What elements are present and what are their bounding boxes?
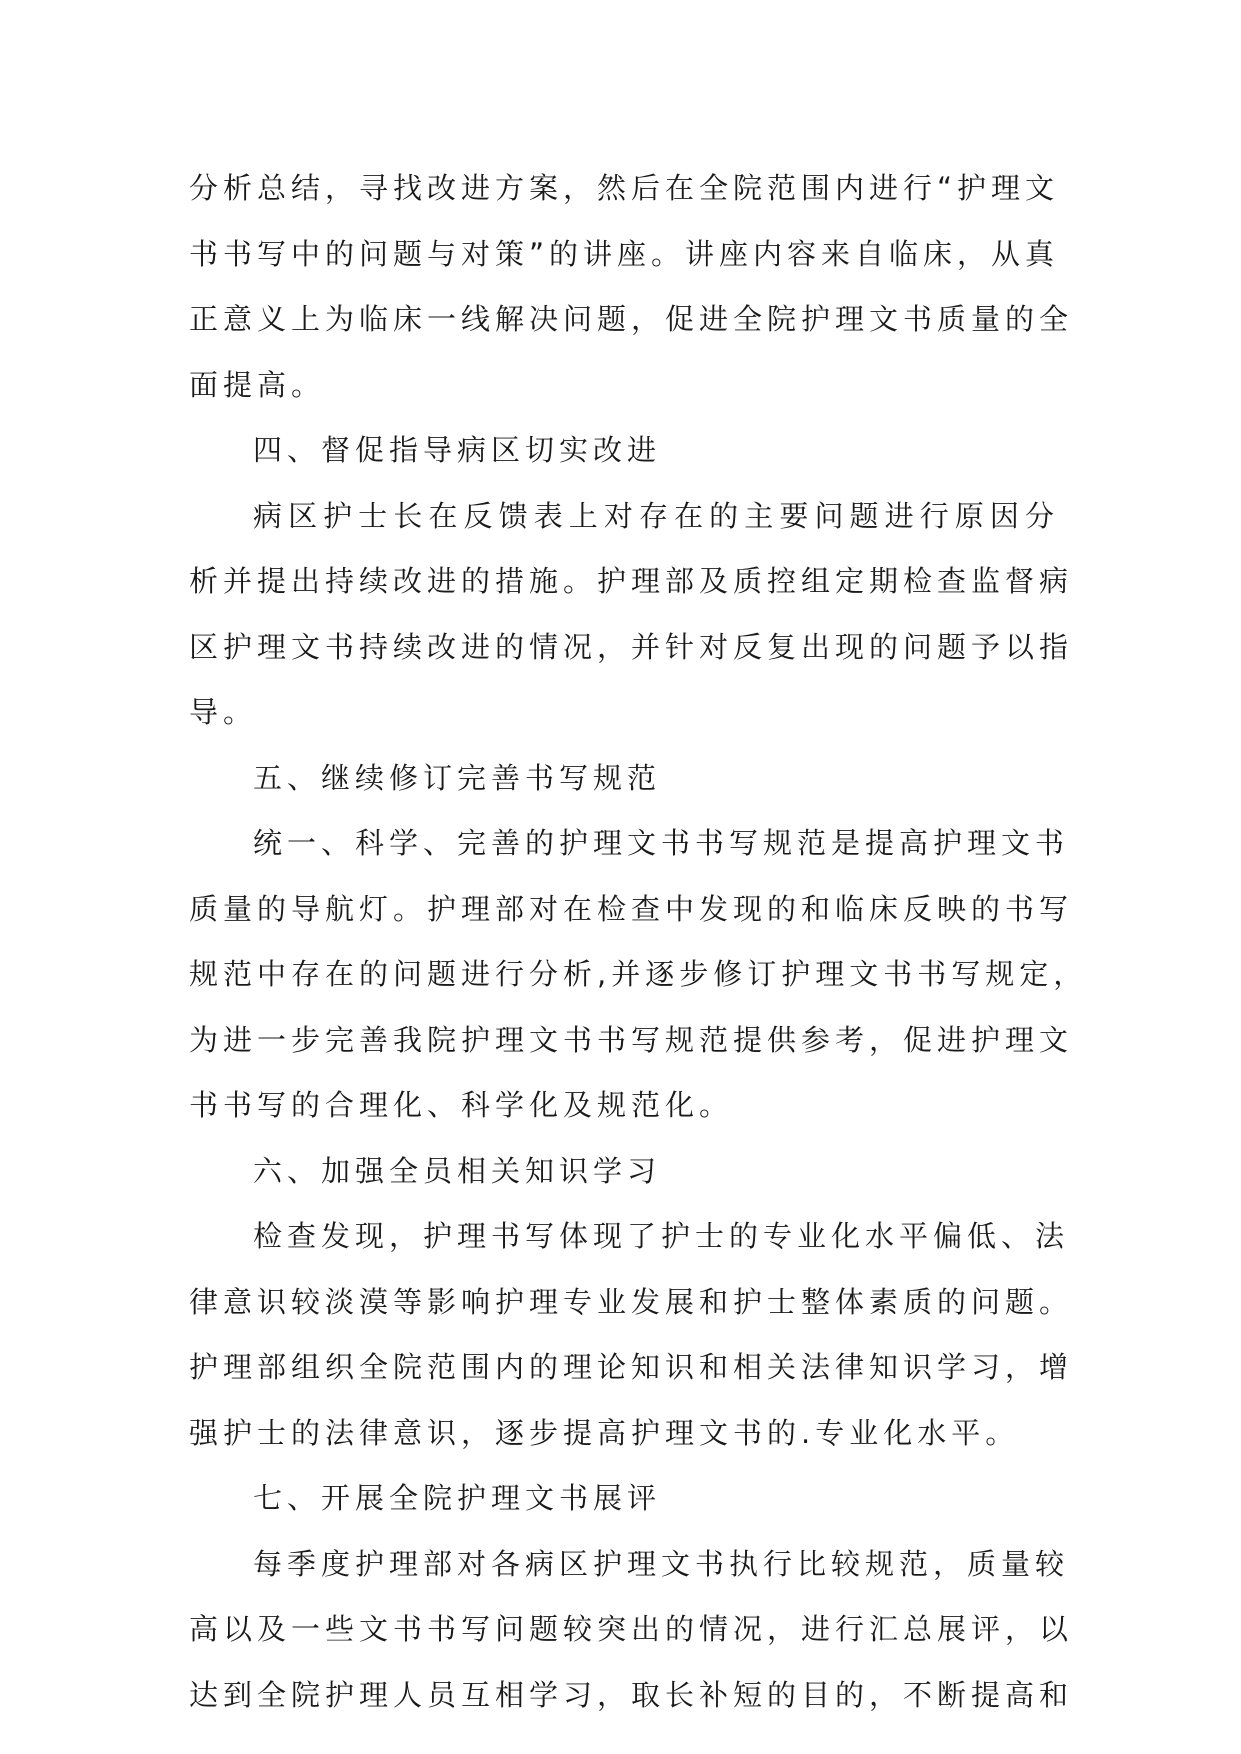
- paragraph-line: 质量的导航灯。护理部对在检查中发现的和临床反映的书写: [189, 891, 1074, 926]
- paragraph-line: 区护理文书持续改进的情况，并针对反复出现的问题予以指: [189, 629, 1074, 664]
- section-heading: 六、加强全员相关知识学习: [253, 1153, 662, 1188]
- paragraph-line: 析并提出持续改进的措施。护理部及质控组定期检查监督病: [189, 564, 1074, 598]
- paragraph-line: 达到全院护理人员互相学习，取长补短的目的，不断提高和: [189, 1677, 1074, 1712]
- paragraph-line: 每季度护理部对各病区护理文书执行比较规范，质量较: [253, 1546, 1070, 1581]
- paragraph-line: 正意义上为临床一线解决问题，促进全院护理文书质量的全: [189, 302, 1074, 336]
- paragraph-line: 书书写的合理化、科学化及规范化。: [189, 1088, 734, 1122]
- paragraph-line: 导。: [189, 695, 258, 729]
- paragraph-line: 规范中存在的问题进行分析,并逐步修订护理文书书写规定，: [189, 957, 1088, 991]
- paragraph-line: 为进一步完善我院护理文书书写规范提供参考，促进护理文: [189, 1022, 1074, 1057]
- paragraph-line: 书书写中的问题与对策”的讲座。讲座内容来自临床，从真: [189, 236, 1060, 271]
- section-heading: 五、继续修订完善书写规范: [253, 760, 662, 795]
- document-body: [189, 156, 1088, 1728]
- paragraph-line: 护理部组织全院范围内的理论知识和相关法律知识学习，增: [189, 1350, 1074, 1384]
- paragraph-line: 律意识较淡漠等影响护理专业发展和护士整体素质的问题。: [189, 1284, 1074, 1319]
- paragraph-line: 统一、科学、完善的护理文书书写规范是提高护理文书: [253, 826, 1070, 860]
- paragraph-line: 分析总结，寻找改进方案，然后在全院范围内进行“护理文: [189, 171, 1060, 205]
- paragraph-line: 检查发现，护理书写体现了护士的专业化水平偏低、法: [253, 1219, 1070, 1253]
- section-heading: 七、开展全院护理文书展评: [253, 1481, 662, 1515]
- paragraph-line: 面提高。: [189, 367, 326, 402]
- paragraph-line: 病区护士长在反馈表上对存在的主要问题进行原因分: [253, 498, 1059, 533]
- paragraph-line: 高以及一些文书书写问题较突出的情况，进行汇总展评，以: [189, 1612, 1074, 1646]
- paragraph-line: 强护士的法律意识，逐步提高护理文书的.专业化水平。: [189, 1415, 1020, 1450]
- section-heading: 四、督促指导病区切实改进: [253, 433, 662, 467]
